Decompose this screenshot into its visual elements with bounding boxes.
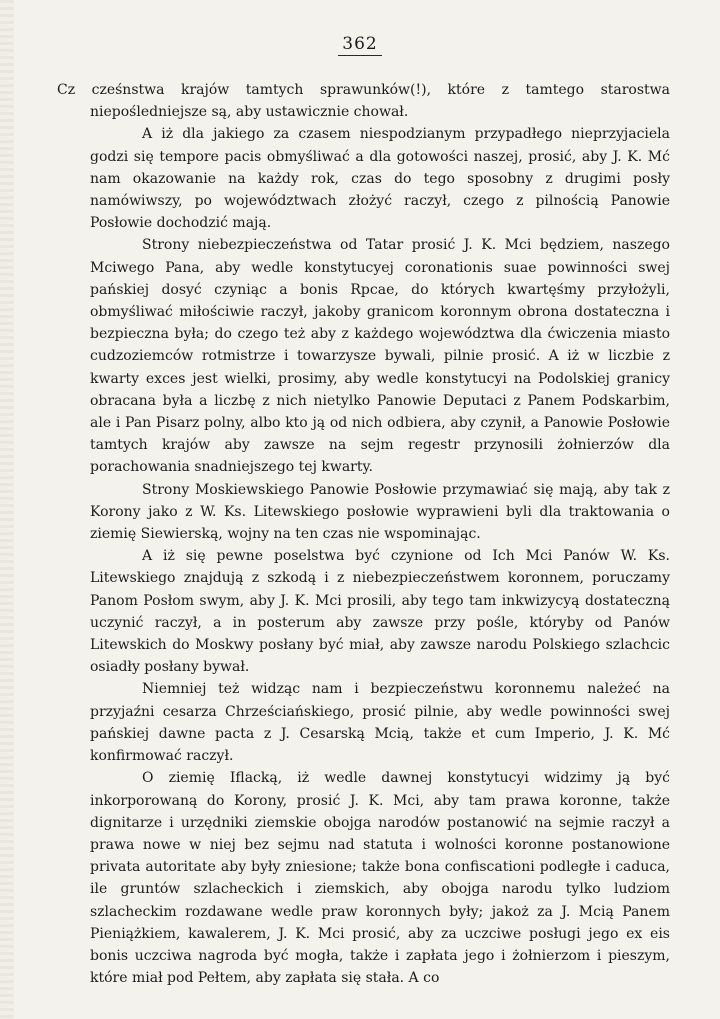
- paragraph-6: Niemniej też widząc nam i bezpieczeństwu koronnemu należeć na przyjaźni cesarza Chrześciańskiego, prosić pilnie, aby wedle powinności swej pańskiej dawne pacta z J. Cesarską Mcią, także et cum Imperio, J. K. Mć konfirmować raczył.: [90, 681, 670, 765]
- paragraph-7: O ziemię Iflacką, iż wedle dawnej konstytucyi widzimy ją być inkorporowaną do Korony, prosić J. K. Mci, aby tam prawa koronne, także dignitarze i urzędniki ziemskie obojga narodów postanowić na sejmie raczył a prawa nowe w niej bez sejmu nad statuta i wolności koronne postanowione privata autoritate aby były zniesione; także bona confiscationi podległe i caduca, ile gruntów szlacheckich i ziemskich, aby obojga narodu tylko ludziom szlacheckim rozdawane wedle praw koronnych były; jakoż za J. Mcią Panem Pieniążkiem, kawalerem, J. K. Mci prosić, aby za uczciwe posługi jego ex eis bonis uczciwa nagroda być mogła, także i zapłata jego i żołnierzom i pieszym, które miał pod Pełtem, aby zapłata się stała. A co: [90, 770, 670, 987]
- page-binding-edge: [0, 0, 14, 1019]
- paragraph-2: A iż dla jakiego za czasem niespodzianym przypadłego nieprzyjaciela godzi się tempore pacis obmyśliwać a dla gotowości naszej, prosić, aby J. K. Mć nam okazowanie na każdy rok, czas do tego sposobny z drugimi posły namówiwszy, po województwach złożyć raczył, czego z pilnością Panowie Posłowie dochodzić mają.: [90, 126, 670, 232]
- page-number: [0, 34, 720, 56]
- paragraph-5: A iż się pewne poselstwa być czynione od Ich Mci Panów W. Ks. Litewskiego znajdują z szkodą i z niebezpieczeństwem koronnem, poruczamy Panom Posłom swym, aby J. K. Mci prosili, aby tego tam inkwizycyą dostateczną uczynić raczył, a in posterum aby zawsze przy pośle, któryby od Panów Litewskich do Moskwy posłany być miał, aby zawsze narodu Polskiego szlachcic osiadły posłany bywał.: [90, 548, 670, 676]
- page-number-text: 362: [338, 34, 381, 56]
- paragraph-1: Cz cześnstwa krajów tamtych sprawunków(!), które z tamtego starostwa niepośledniejsze są, aby ustawicznie chował.: [57, 82, 670, 121]
- paragraph-3: Strony niebezpieczeństwa od Tatar prosić J. K. Mci będziem, naszego Mciwego Pana, aby wedle konstytucyej coronationis suae powinności swej pańskiej dosyć czyniąc a bonis Rpcae, do których kwartęśmy przyłożyli, obmyśliwać miłościwie raczył, jakoby granicom koronnym obrona dostateczna i bezpieczna była; do czego też aby z każdego województwa dla ćwiczenia miasto cudzoziemców rotmistrze i towarzysze bywali, pilnie prosić. A iż w liczbie z kwarty exces jest wielki, prosimy, aby wedle konstytucyi na Podolskiej granicy obracana była a liczbę z nich nietylko Panowie Deputaci z Panem Podskarbim, ale i Pan Pisarz polny, albo kto ją od nich odbiera, aby czynił, a Panowie Posłowie tamtych krajów aby zawsze na sejm regestr przynosili żołnierzów dla porachowania snadniejszego tej kwarty.: [90, 237, 670, 476]
- document-body: [57, 79, 670, 989]
- paragraph-4: Strony Moskiewskiego Panowie Posłowie przymawiać się mają, aby tak z Korony jako z W. Ks. Litewskiego posłowie wyprawieni byli dla traktowania o ziemię Siewierską, wojny na ten czas nie wspominając.: [90, 481, 670, 543]
